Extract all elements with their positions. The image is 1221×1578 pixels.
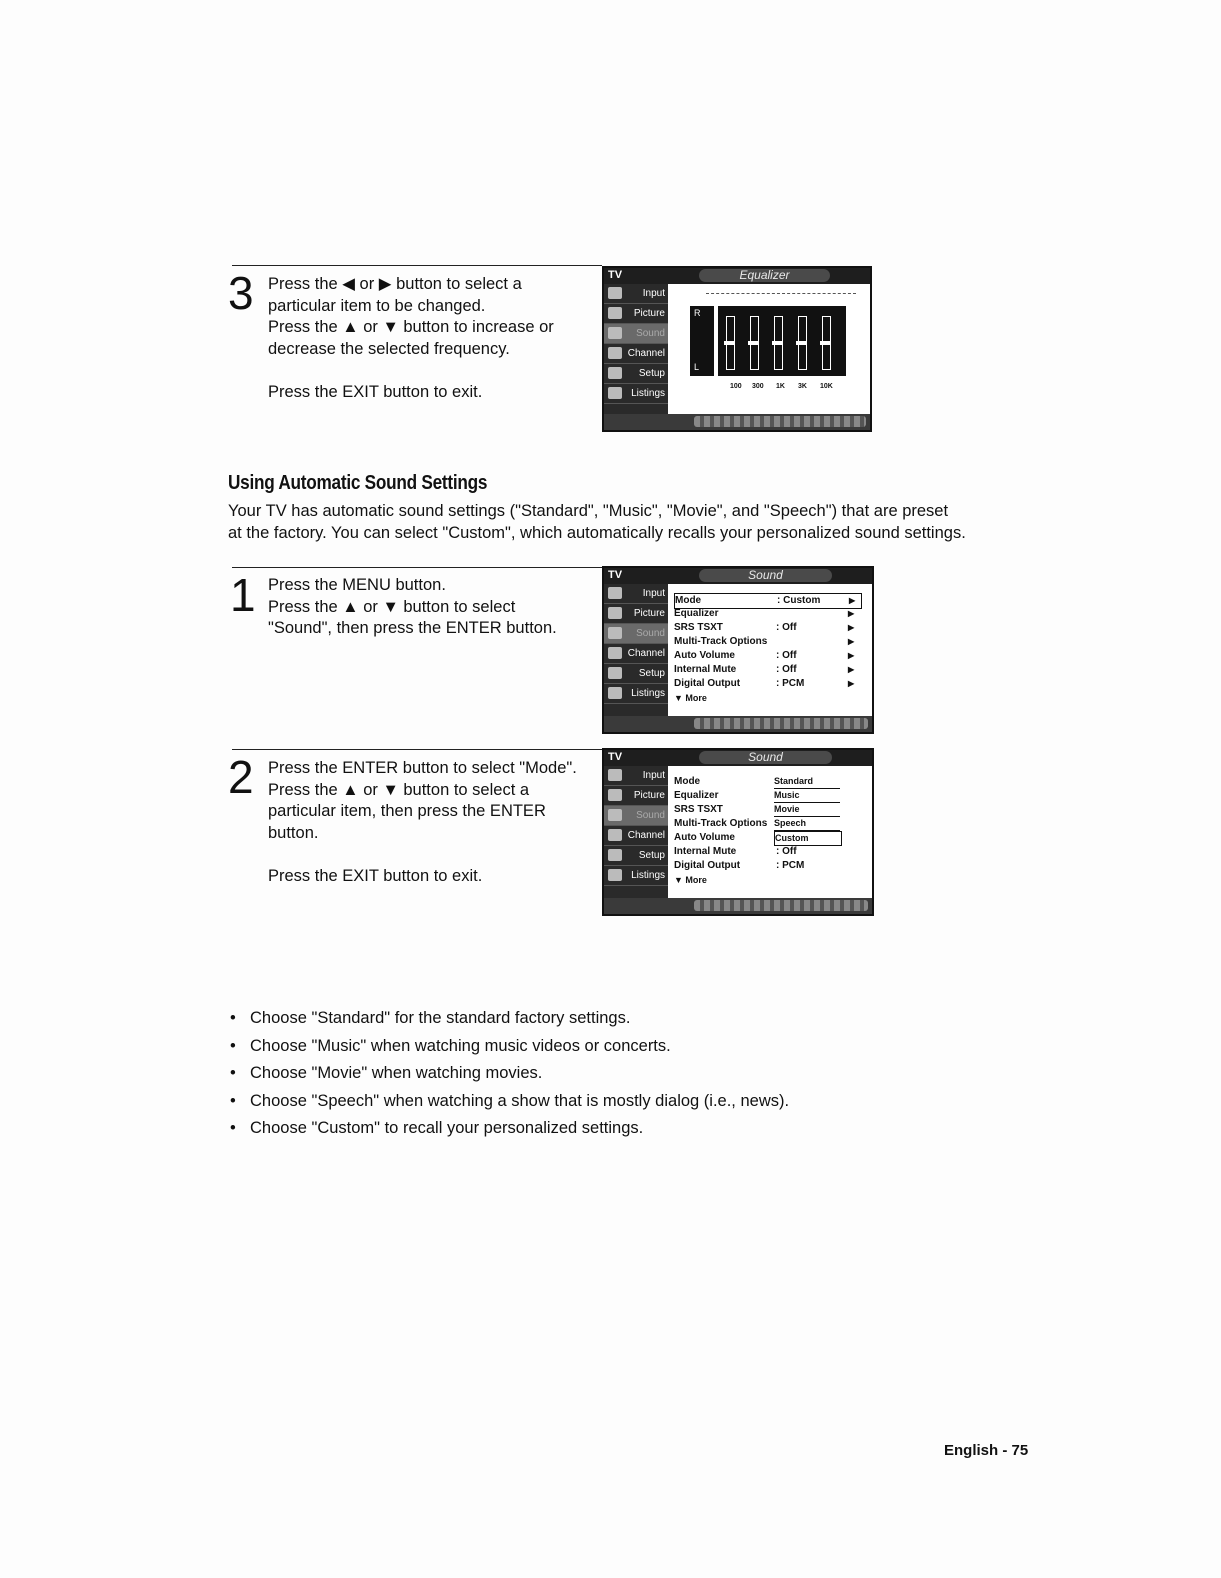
side-item-setup[interactable]: Setup	[604, 664, 668, 684]
mode-option-speech[interactable]: Speech	[774, 817, 840, 831]
side-item-setup[interactable]: Setup	[604, 846, 668, 866]
picture-icon	[608, 607, 622, 619]
side-item-input[interactable]: Input	[604, 766, 668, 786]
list-item: • Choose "Movie" when watching movies.	[228, 1060, 789, 1088]
channel-l-label: L	[694, 362, 700, 372]
freq-label: 3K	[798, 383, 807, 390]
mode-option-custom[interactable]: Custom	[774, 831, 842, 846]
step1-instructions	[268, 575, 557, 640]
sound-menu-screen	[602, 566, 874, 734]
button-legend	[694, 416, 866, 427]
section-heading: Using Automatic Sound Settings	[228, 472, 488, 494]
side-item-sound[interactable]: Sound	[604, 624, 668, 644]
side-item-picture[interactable]: Picture	[604, 604, 668, 624]
picture-icon	[608, 307, 622, 319]
mode-bullet-list	[228, 1005, 789, 1143]
intro-line: at the factory. You can select "Custom", which automatically recalls your personalized sound settings.	[228, 524, 966, 542]
side-item-input[interactable]: Input	[604, 584, 668, 604]
mode-option-standard[interactable]: Standard	[774, 775, 840, 789]
band-slider-1k[interactable]	[774, 316, 783, 370]
mode-option-movie[interactable]: Movie	[774, 803, 840, 817]
sound-icon	[608, 627, 622, 639]
band-slider-10k[interactable]	[822, 316, 831, 370]
step1-line: Press the ▲ or ▼ button to select	[268, 597, 516, 616]
screen-title: Equalizer	[699, 269, 830, 282]
channel-r-label: R	[694, 308, 701, 318]
step1-line: "Sound", then press the ENTER button.	[268, 619, 557, 637]
section-intro	[228, 500, 1058, 544]
side-item-listings[interactable]: Listings	[604, 866, 668, 886]
side-item-input[interactable]: Input	[604, 284, 668, 304]
side-item-picture[interactable]: Picture	[604, 786, 668, 806]
step2-rule	[232, 749, 602, 750]
band-slider-100[interactable]	[726, 316, 735, 370]
screen-titlebar	[604, 268, 870, 284]
screen-bottombar	[604, 414, 870, 430]
step3-instructions	[268, 274, 554, 404]
input-icon	[608, 587, 622, 599]
mode-option-music[interactable]: Music	[774, 789, 840, 803]
list-item: • Choose "Music" when watching music videos or concerts.	[228, 1033, 789, 1061]
freq-label: 1K	[776, 383, 785, 390]
side-item-listings[interactable]: Listings	[604, 684, 668, 704]
step2-instructions	[268, 758, 577, 888]
side-item-picture[interactable]: Picture	[604, 304, 668, 324]
side-menu	[604, 584, 668, 716]
step3-exit-note: Press the EXIT button to exit.	[268, 383, 483, 401]
arrow-right-icon: ▶	[848, 637, 855, 646]
side-item-setup[interactable]: Setup	[604, 364, 668, 384]
sound-menu-list: Mode : Custom ▶ Equalizer ▶ SRS TSXT : Off ▶ Multi-Track Options ▶ Auto Volume : Off ▶ Internal Mute : Off ▶ Digital Output : PCM ▶ ▼ More	[670, 586, 868, 714]
step3-line: Press the ▲ or ▼ button to increase or	[268, 318, 554, 336]
freq-label: 10K	[820, 383, 833, 390]
arrow-right-icon: ▶	[849, 596, 856, 605]
freq-label: 100	[730, 383, 742, 390]
side-item-channel[interactable]: Channel	[604, 826, 668, 846]
input-icon	[608, 287, 622, 299]
setup-icon	[608, 667, 622, 679]
step2-line: particular item, then press the ENTER	[268, 802, 546, 820]
tv-label: TV	[608, 569, 623, 581]
side-menu	[604, 766, 668, 898]
screen-bottombar	[604, 898, 872, 914]
step3-rule	[232, 265, 602, 266]
band-slider-3k[interactable]	[798, 316, 807, 370]
screen-bottombar	[604, 716, 872, 732]
side-item-sound[interactable]: Sound	[604, 324, 668, 344]
sound-icon	[608, 809, 622, 821]
screen-titlebar	[604, 568, 872, 584]
band-sliders	[718, 306, 846, 376]
screen-title: Sound	[699, 751, 832, 764]
setup-icon	[608, 849, 622, 861]
side-menu	[604, 284, 668, 414]
page-footer: English - 75	[944, 1442, 1029, 1459]
list-item: • Choose "Custom" to recall your personalized settings.	[228, 1115, 789, 1143]
tv-label: TV	[608, 269, 623, 281]
step2-line: button.	[268, 823, 319, 842]
sound-menu-list: Mode Equalizer SRS TSXT Multi-Track Options Auto Volume Internal Mute : Off Digital Output : PCM ▼ More Standard Music Movie Speech Custom	[670, 768, 868, 896]
side-item-channel[interactable]: Channel	[604, 644, 668, 664]
step3-number: 3	[228, 267, 254, 319]
menu-row-mode[interactable]: Mode : Custom ▶	[674, 593, 862, 609]
arrow-right-icon: ▶	[848, 623, 855, 632]
intro-line: Your TV has automatic sound settings ("Standard", "Music", "Movie", and "Speech") that are preset	[228, 502, 949, 520]
balance-slider[interactable]	[690, 306, 714, 376]
step3-line: particular item to be changed.	[268, 296, 486, 315]
freq-label: 300	[752, 383, 764, 390]
step1-line: Press the MENU button.	[268, 576, 446, 594]
sound-icon	[608, 327, 622, 339]
step2-number: 2	[228, 751, 254, 803]
channel-icon	[608, 647, 622, 659]
channel-icon	[608, 347, 622, 359]
button-legend	[694, 718, 868, 729]
step3-line: decrease the selected frequency.	[268, 339, 510, 358]
eq-dashes	[706, 293, 856, 294]
arrow-right-icon: ▶	[848, 665, 855, 674]
picture-icon	[608, 789, 622, 801]
screen-titlebar	[604, 750, 872, 766]
step2-line: Press the ENTER button to select "Mode".	[268, 759, 577, 777]
step1-rule	[232, 567, 602, 568]
screen-title: Sound	[699, 569, 832, 582]
setup-icon	[608, 367, 622, 379]
list-item: • Choose "Speech" when watching a show that is mostly dialog (i.e., news).	[228, 1088, 789, 1116]
step2-exit-note: Press the EXIT button to exit.	[268, 867, 483, 885]
button-legend	[694, 900, 868, 911]
arrow-right-icon: ▶	[848, 651, 855, 660]
input-icon	[608, 769, 622, 781]
equalizer-screen	[602, 266, 872, 432]
listings-icon	[608, 687, 622, 699]
sound-mode-screen	[602, 748, 874, 916]
equalizer-panel	[670, 286, 868, 412]
listings-icon	[608, 869, 622, 881]
side-item-sound[interactable]: Sound	[604, 806, 668, 826]
side-item-channel[interactable]: Channel	[604, 344, 668, 364]
list-item: • Choose "Standard" for the standard factory settings.	[228, 1005, 789, 1033]
arrow-right-icon: ▶	[848, 609, 855, 618]
tv-label: TV	[608, 751, 623, 763]
step3-line: Press the ◀ or ▶ button to select a	[268, 275, 522, 293]
step1-number: 1	[230, 569, 256, 621]
step2-line: Press the ▲ or ▼ button to select a	[268, 780, 530, 799]
side-item-listings[interactable]: Listings	[604, 384, 668, 404]
channel-icon	[608, 829, 622, 841]
listings-icon	[608, 387, 622, 399]
band-slider-300[interactable]	[750, 316, 759, 370]
arrow-right-icon: ▶	[848, 679, 855, 688]
